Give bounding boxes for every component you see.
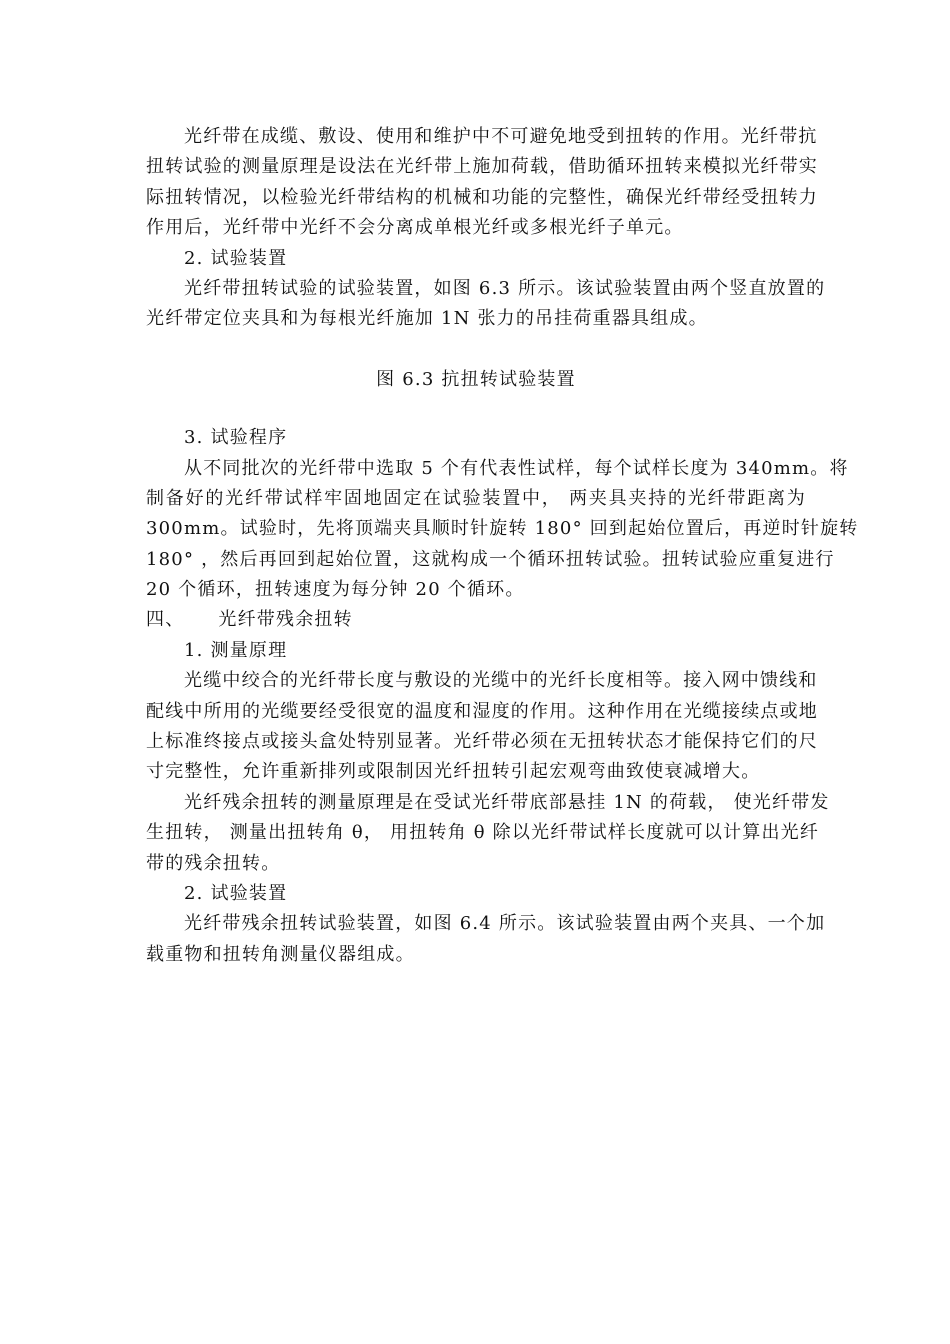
- text-line: 配线中所用的光缆要经受很宽的温度和湿度的作用。这种作用在光缆接续点或地: [146, 700, 818, 722]
- text-line: 生扭转， 测量出扭转角 θ， 用扭转角 θ 除以光纤带试样长度就可以计算出光纤: [146, 822, 820, 844]
- text-line: 光纤带残余扭转试验装置，如图 6.4 所示。该试验装置由两个夹具、一个加: [184, 913, 826, 935]
- figure-caption: 图 6.3 抗扭转试验装置: [376, 368, 576, 390]
- paragraph-residual-apparatus: [146, 909, 826, 970]
- text-line: 带的残余扭转。: [146, 852, 281, 874]
- text-line: 上标准终接点或接头盒处特别显著。光纤带必须在无扭转状态才能保持它们的尺: [146, 731, 818, 753]
- text-line: 300mm。试验时，先将顶端夹具顺时针旋转 180° 回到起始位置后，再逆时针旋转: [146, 518, 859, 540]
- section-number: 四、: [146, 609, 185, 631]
- text-line: 制备好的光纤带试样牢固地固定在试验装置中， 两夹具夹持的光纤带距离为: [146, 487, 806, 509]
- paragraph-apparatus: [146, 274, 826, 335]
- heading-procedure: 3. 试验程序: [184, 427, 288, 449]
- text-line: 光纤残余扭转的测量原理是在受试光纤带底部悬挂 1N 的荷载， 使光纤带发: [184, 791, 830, 813]
- section-heading-residual-twist: [146, 605, 806, 635]
- text-line: 作用后，光纤带中光纤不会分离成单根光纤或多根光纤子单元。: [146, 217, 684, 239]
- text-line: 180° ，然后再回到起始位置，这就构成一个循环扭转试验。扭转试验应重复进行: [146, 548, 835, 570]
- section-title: 光纤带残余扭转: [218, 609, 353, 631]
- text-line: 光纤带扭转试验的试验装置，如图 6.3 所示。该试验装置由两个竖直放置的: [184, 277, 826, 299]
- text-line: 寸完整性，允许重新排列或限制因光纤扭转引起宏观弯曲致使衰减增大。: [146, 761, 761, 783]
- document-page: [146, 122, 859, 970]
- text-line: 载重物和扭转角测量仪器组成。: [146, 943, 415, 965]
- paragraph-cable-twist: [146, 666, 818, 788]
- paragraph-procedure: [146, 454, 859, 606]
- text-line: 际扭转情况，以检验光纤带结构的机械和功能的完整性，确保光纤带经受扭转力: [146, 186, 818, 208]
- text-line: 光纤带定位夹具和为每根光纤施加 1N 张力的吊挂荷重器具组成。: [146, 308, 708, 330]
- paragraph-principle: [146, 122, 818, 244]
- heading-apparatus: 2. 试验装置: [184, 247, 288, 269]
- text-line: 20 个循环，扭转速度为每分钟 20 个循环。: [146, 579, 525, 601]
- text-line: 扭转试验的测量原理是设法在光纤带上施加荷载，借助循环扭转来模拟光纤带实: [146, 156, 818, 178]
- heading-principle: 1. 测量原理: [184, 639, 288, 661]
- paragraph-residual-principle: [146, 788, 830, 879]
- heading-apparatus-2: 2. 试验装置: [184, 882, 288, 904]
- text-line: 光纤带在成缆、敷设、使用和维护中不可避免地受到扭转的作用。光纤带抗: [184, 126, 818, 147]
- text-line: 光缆中绞合的光纤带长度与敷设的光缆中的光纤长度相等。接入网中馈线和: [184, 670, 818, 692]
- text-line: 从不同批次的光纤带中选取 5 个有代表性试样，每个试样长度为 340mm。将: [184, 457, 849, 479]
